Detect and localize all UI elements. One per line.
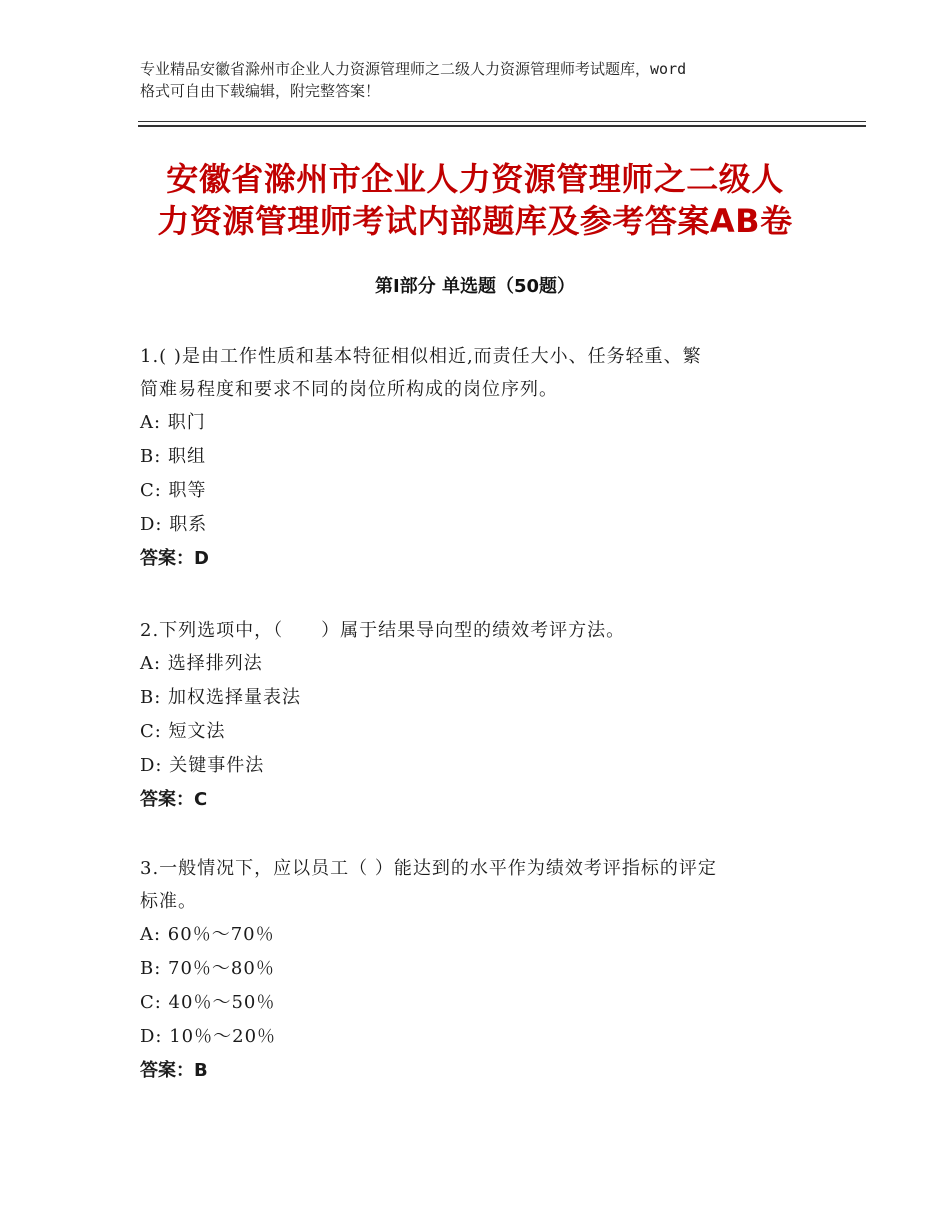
section-title: 第Ⅰ部分 单选题（50题） [374, 276, 575, 297]
document-title-line-2: 力资源管理师考试内部题库及参考答案AB卷 [157, 202, 793, 240]
question-1 [140, 340, 820, 576]
header-note-line-2: 格式可自由下载编辑，附完整答案！ [140, 82, 381, 100]
option-b: B: 职组 [140, 446, 207, 467]
question-text [140, 852, 820, 918]
option-b: B: 加权选择量表法 [140, 687, 302, 708]
header-note [140, 58, 840, 102]
question-3 [140, 852, 820, 1088]
document-title-line-1: 安徽省滁州市企业人力资源管理师之二级人 [166, 160, 784, 198]
answer-label: 答案：D [140, 548, 209, 569]
question-text-line: 2.下列选项中，（ ）属于结果导向型的绩效考评方法。 [140, 620, 626, 641]
answer-label: 答案：B [140, 1060, 208, 1081]
header-divider-thin [138, 121, 866, 122]
option-a: A: 选择排列法 [140, 653, 263, 674]
question-text [140, 340, 820, 406]
answer-label: 答案：C [140, 789, 208, 810]
question-text-line: 简难易程度和要求不同的岗位所构成的岗位序列。 [140, 379, 558, 400]
option-d: D: 关键事件法 [140, 755, 265, 776]
option-c: C: 职等 [140, 480, 207, 501]
question-2 [140, 614, 820, 817]
header-note-line-1: 专业精品安徽省滁州市企业人力资源管理师之二级人力资源管理师考试题库，word [140, 60, 687, 78]
question-text [140, 614, 820, 647]
option-c: C: 40％～50％ [140, 992, 276, 1013]
header-divider-thick [138, 125, 866, 127]
option-d: D: 10％～20％ [140, 1026, 277, 1047]
option-a: A: 职门 [140, 412, 206, 433]
question-text-line: 3.一般情况下，应以员工（ ）能达到的水平作为绩效考评指标的评定 [140, 858, 717, 879]
document-title [130, 158, 820, 242]
question-text-line: 标准。 [140, 891, 197, 912]
option-d: D: 职系 [140, 514, 208, 535]
option-a: A: 60％～70％ [140, 924, 275, 945]
option-c: C: 短文法 [140, 721, 226, 742]
question-text-line: 1.( )是由工作性质和基本特征相似相近,而责任大小、任务轻重、繁 [140, 346, 702, 367]
option-b: B: 70％～80％ [140, 958, 275, 979]
